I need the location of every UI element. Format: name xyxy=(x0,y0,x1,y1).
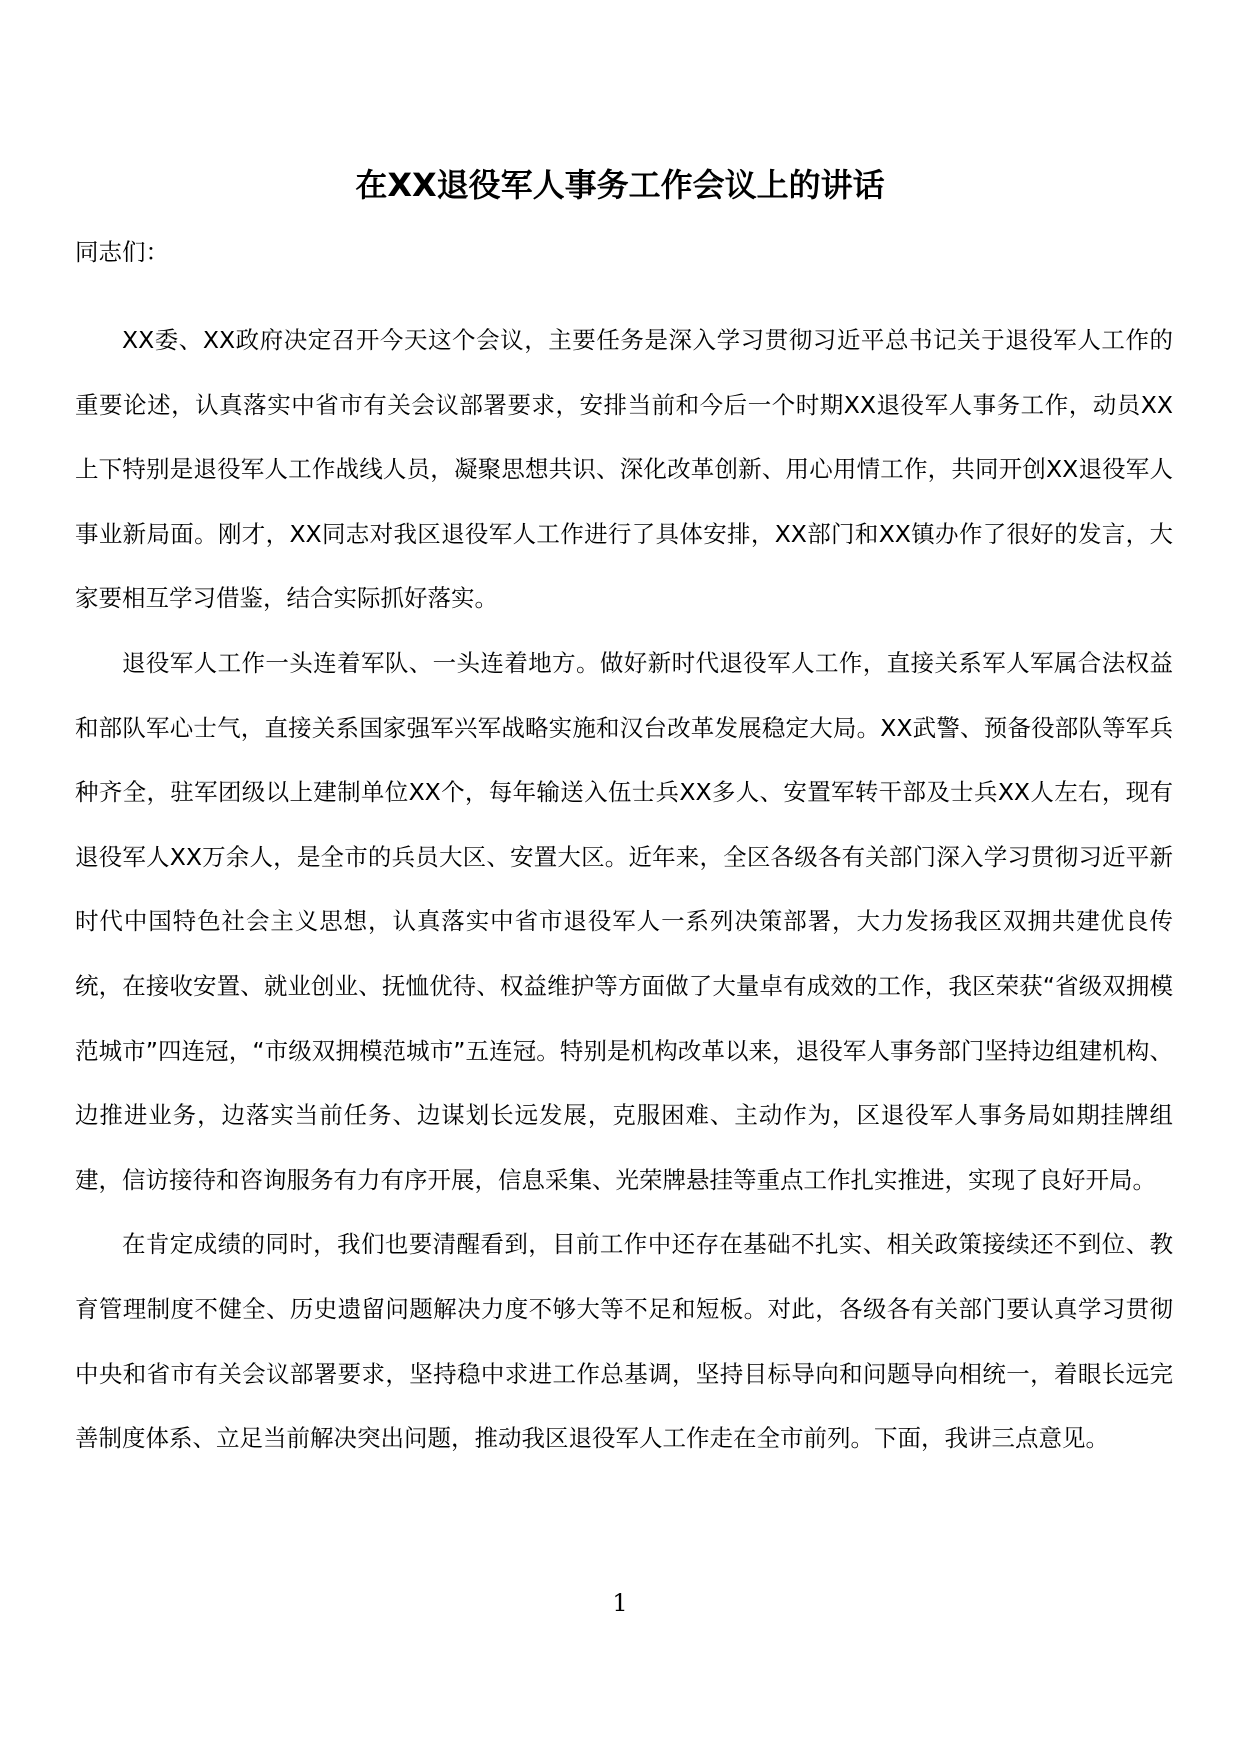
document-title: 在XX退役军人事务工作会议上的讲话 xyxy=(355,166,885,204)
salutation: 同志们： xyxy=(75,238,169,266)
page-number: 1 xyxy=(612,1589,628,1617)
document-body xyxy=(75,230,1173,1471)
paragraph-3: 在肯定成绩的同时，我们也要清醒看到，目前工作中还存在基础不扎实、相关政策接续还不到位、教育管理制度不健全、历史遗留问题解决力度不够大等不足和短板。对此，各级各有关部门要认真学习贯彻中央和省市有关会议部署要求，坚持稳中求进工作总基调，坚持目标导向和问题导向相统一，着眼长远完善制度体系、立足当前解决突出问题，推动我区退役军人工作走在全市前列。下面，我讲三点意见。 xyxy=(75,1230,1173,1453)
paragraph-2: 退役军人工作一头连着军队、一头连着地方。做好新时代退役军人工作，直接关系军人军属合法权益和部队军心士气，直接关系国家强军兴军战略实施和汉台改革发展稳定大局。XX武警、预备役部队等军兵种齐全，驻军团级以上建制单位XX个，每年输送入伍士兵XX多人、安置军转干部及士兵XX人左右，现有退役军人XX万余人，是全市的兵员大区、安置大区。近年来，全区各级各有关部门深入学习贯彻习近平新时代中国特色社会主义思想，认真落实中省市退役军人一系列决策部署，大力发扬我区双拥共建优良传统，在接收安置、就业创业、抚恤优待、权益维护等方面做了大量卓有成效的工作，我区荣获“省级双拥模范城市”四连冠，“市级双拥模范城市”五连冠。特别是机构改革以来，退役军人事务部门坚持边组建机构、边推进业务，边落实当前任务、边谋划长远发展，克服困难、主动作为，区退役军人事务局如期挂牌组建，信访接待和咨询服务有力有序开展，信息采集、光荣牌悬挂等重点工作扎实推进，实现了良好开局。 xyxy=(75,648,1173,1194)
paragraph-1: XX委、XX政府决定召开今天这个会议，主要任务是深入学习贯彻习近平总书记关于退役军人工作的重要论述，认真落实中省市有关会议部署要求，安排当前和今后一个时期XX退役军人事务工作，动员XX上下特别是退役军人工作战线人员，凝聚思想共识、深化改革创新、用心用情工作，共同开创XX退役军人事业新局面。刚才，XX同志对我区退役军人工作进行了具体安排，XX部门和XX镇办作了很好的发言，大家要相互学习借鉴，结合实际抓好落实。 xyxy=(75,326,1173,613)
